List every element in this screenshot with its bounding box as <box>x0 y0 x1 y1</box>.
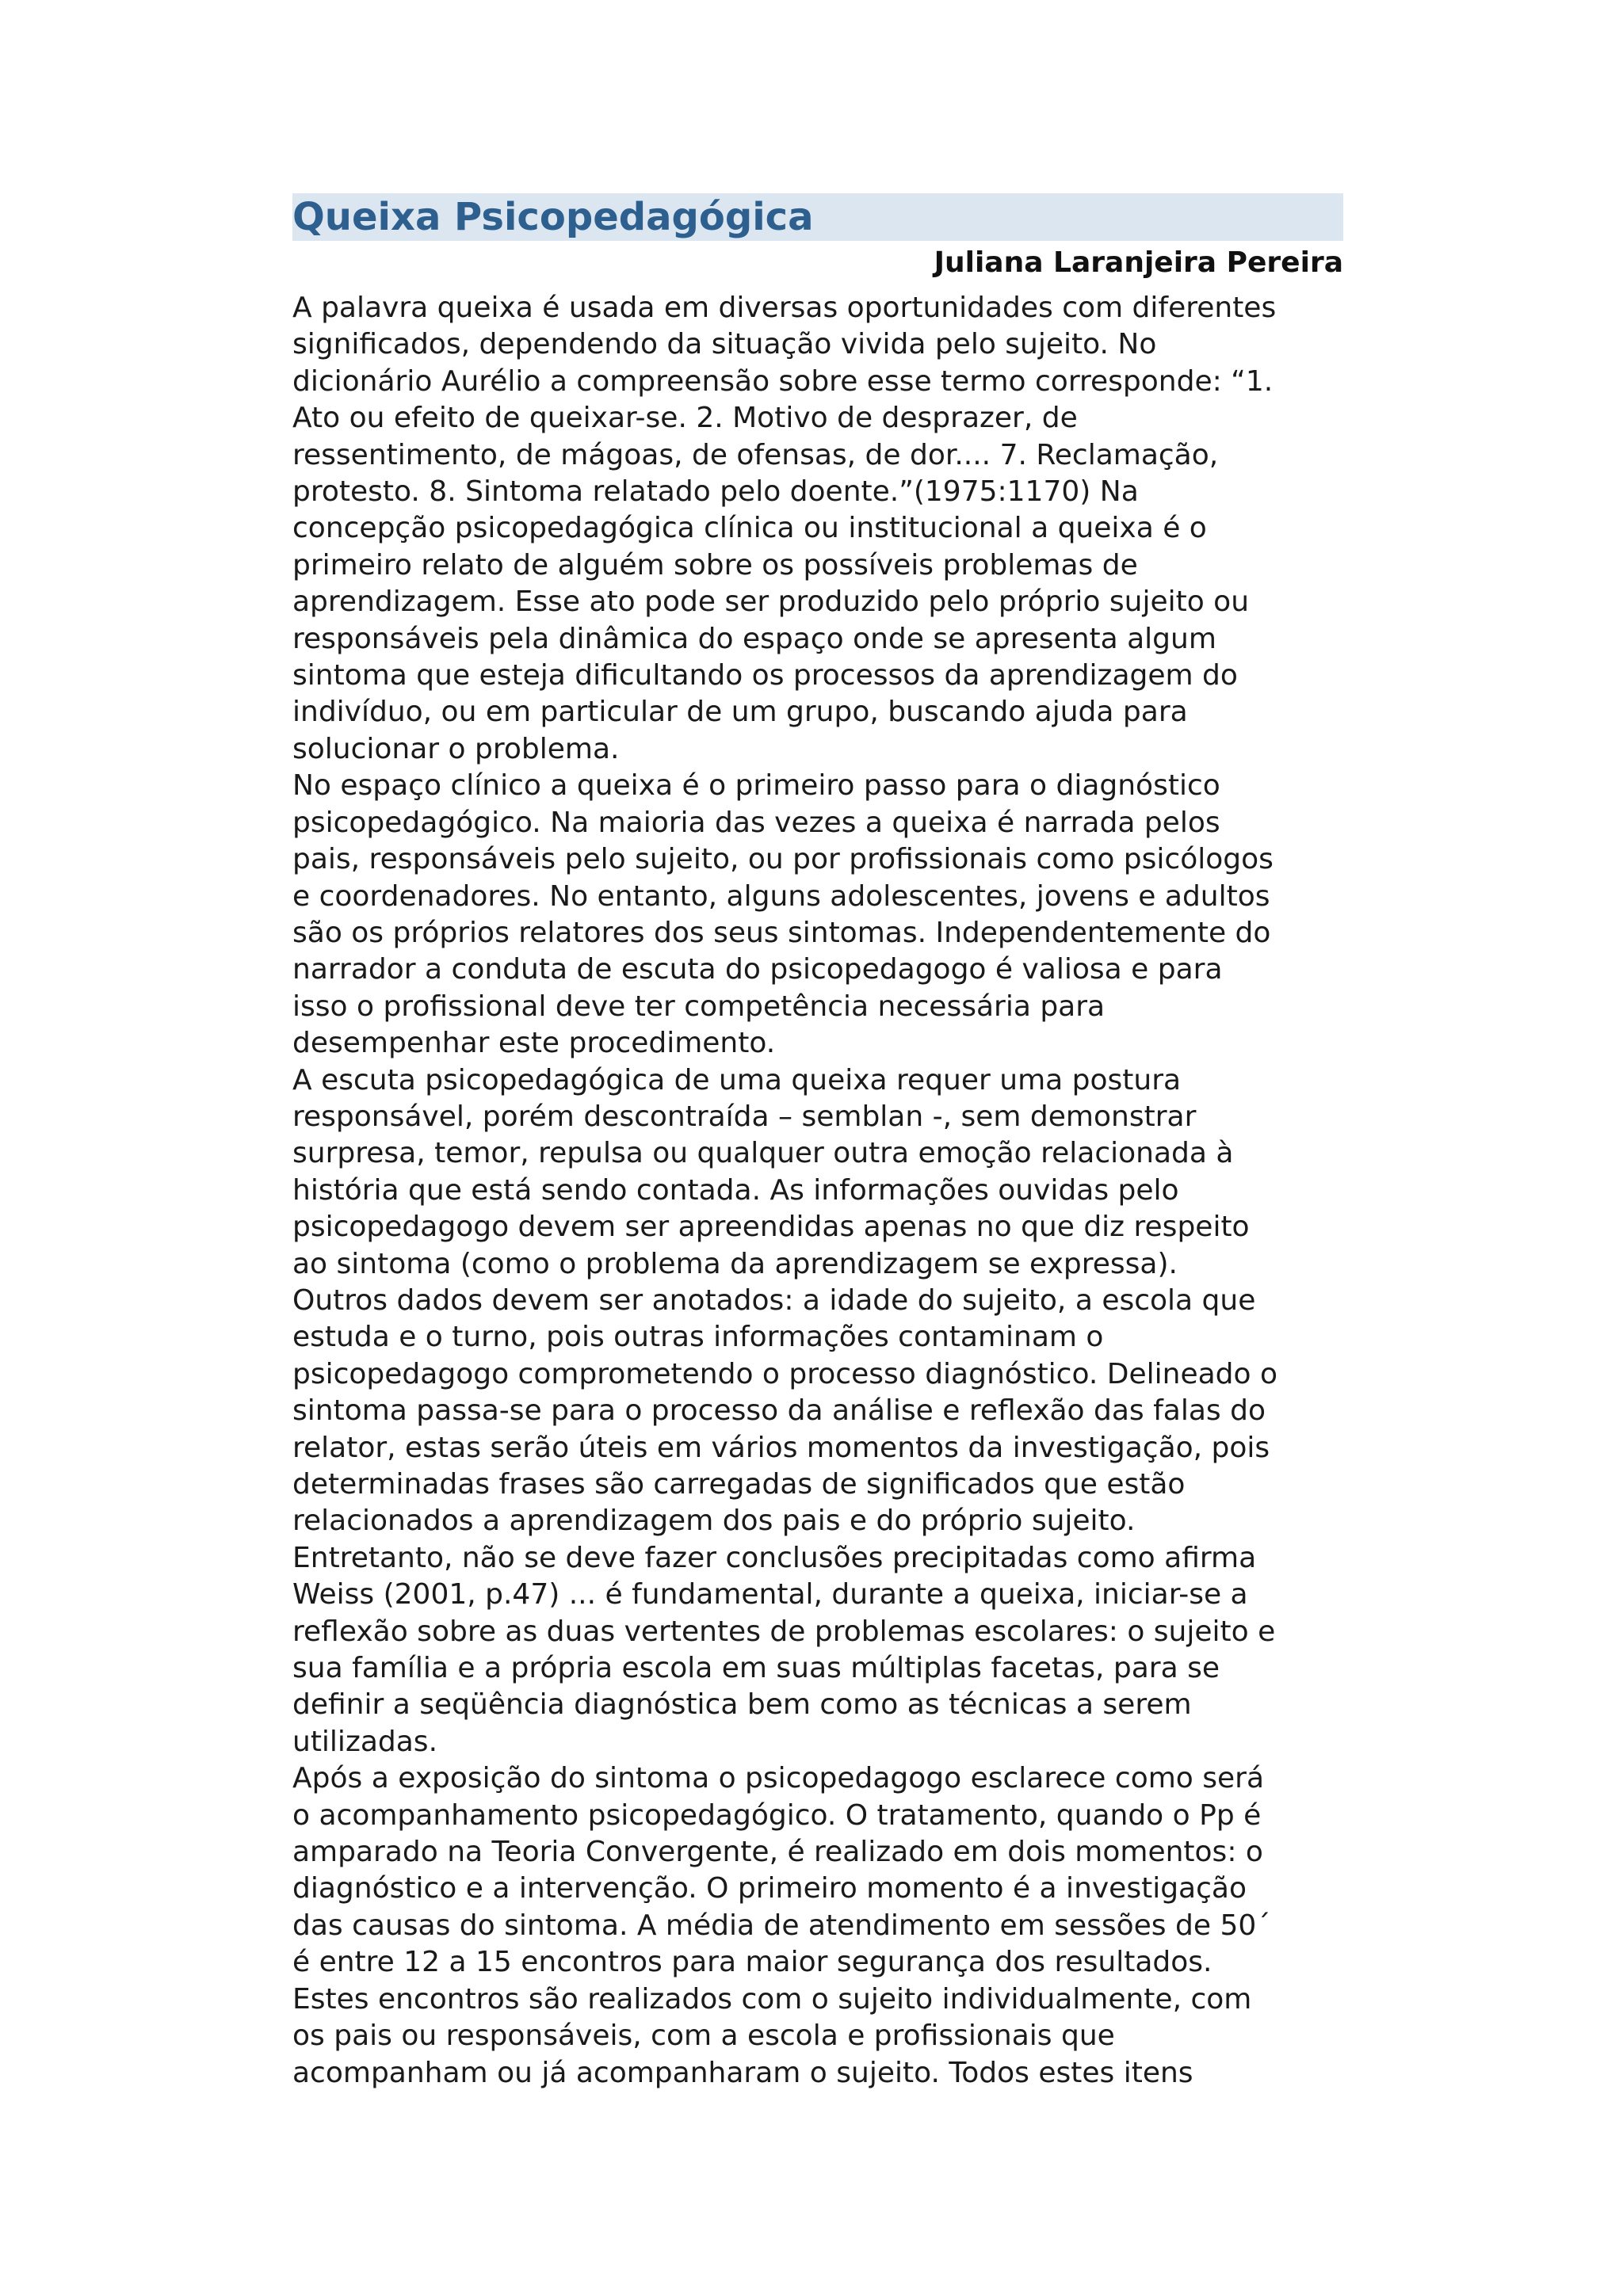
body-line: utilizadas. <box>292 1725 438 1758</box>
body-line: é entre 12 a 15 encontros para maior segurança dos resultados. <box>292 1946 1212 1979</box>
body-line: significados, dependendo da situação vivida pelo sujeito. No <box>292 328 1157 361</box>
body-line: Após a exposição do sintoma o psicopedagogo esclarece como será <box>292 1762 1265 1795</box>
body-line: história que está sendo contada. As informações ouvidas pelo <box>292 1173 1179 1207</box>
title-bar <box>292 193 1343 241</box>
body-line: sua família e a própria escola em suas múltiplas facetas, para se <box>292 1652 1220 1685</box>
body-line: e coordenadores. No entanto, alguns adolescentes, jovens e adultos <box>292 879 1270 913</box>
document-page <box>292 193 1343 2092</box>
body-line: Outros dados devem ser anotados: a idade do sujeito, a escola que <box>292 1283 1256 1317</box>
body-line: das causas do sintoma. A média de atendimento em sessões de 50´ <box>292 1909 1271 1942</box>
body-line: Estes encontros são realizados com o sujeito individualmente, com <box>292 1982 1252 2016</box>
body-line: estuda e o turno, pois outras informações contaminam o <box>292 1321 1104 1354</box>
body-line: No espaço clínico a queixa é o primeiro passo para o diagnóstico <box>292 769 1220 803</box>
body-line: A palavra queixa é usada em diversas oportunidades com diferentes <box>292 292 1277 324</box>
body-line: pais, responsáveis pelo sujeito, ou por profissionais como psicólogos <box>292 843 1274 876</box>
body-line: determinadas frases são carregadas de significados que estão <box>292 1468 1186 1501</box>
body-line: responsável, porém descontraída – semblan -, sem demonstrar <box>292 1100 1197 1133</box>
body-line: sintoma que esteja dificultando os processos da aprendizagem do <box>292 659 1238 692</box>
body-line: ressentimento, de mágoas, de ofensas, de dor.... 7. Reclamação, <box>292 438 1219 471</box>
body-line: sintoma passa-se para o processo da análise e reflexão das falas do <box>292 1394 1266 1428</box>
body-line: relator, estas serão úteis em vários momentos da investigação, pois <box>292 1431 1270 1464</box>
body-line: surpresa, temor, repulsa ou qualquer outra emoção relacionada à <box>292 1137 1234 1170</box>
body-line: Entretanto, não se deve fazer conclusões precipitadas como afirma <box>292 1541 1257 1574</box>
body-line: psicopedagógico. Na maioria das vezes a queixa é narrada pelos <box>292 806 1220 839</box>
body-line: Ato ou efeito de queixar-se. 2. Motivo de desprazer, de <box>292 402 1078 435</box>
body-line: indivíduo, ou em particular de um grupo, buscando ajuda para <box>292 696 1188 729</box>
body-line: responsáveis pela dinâmica do espaço onde se apresenta algum <box>292 622 1216 655</box>
document-title: Queixa Psicopedagógica <box>292 195 814 239</box>
body-line: psicopedagogo comprometendo o processo diagnóstico. Delineado o <box>292 1357 1278 1390</box>
body-line: o acompanhamento psicopedagógico. O tratamento, quando o Pp é <box>292 1798 1262 1832</box>
body-line: psicopedagogo devem ser apreendidas apenas no que diz respeito <box>292 1211 1250 1244</box>
body-line: diagnóstico e a intervenção. O primeiro momento é a investigação <box>292 1872 1247 1905</box>
body-line: acompanham ou já acompanharam o sujeito. Todos estes itens <box>292 2056 1193 2089</box>
body-line: aprendizagem. Esse ato pode ser produzido pelo próprio sujeito ou <box>292 585 1250 619</box>
body-line: Weiss (2001, p.47) ... é fundamental, durante a queixa, iniciar-se a <box>292 1578 1248 1611</box>
document-author: Juliana Laranjeira Pereira <box>934 246 1343 279</box>
body-line: narrador a conduta de escuta do psicopedagogo é valiosa e para <box>292 953 1223 986</box>
body-line: definir a seqüência diagnóstica bem como as técnicas a serem <box>292 1688 1192 1722</box>
body-line: primeiro relato de alguém sobre os possíveis problemas de <box>292 548 1138 582</box>
document-body <box>292 290 1343 2092</box>
body-line: dicionário Aurélio a compreensão sobre esse termo corresponde: “1. <box>292 364 1274 398</box>
body-line: ao sintoma (como o problema da aprendizagem se expressa). <box>292 1247 1178 1280</box>
body-line: relacionados a aprendizagem dos pais e do próprio sujeito. <box>292 1505 1136 1538</box>
body-line: os pais ou responsáveis, com a escola e profissionais que <box>292 2019 1115 2053</box>
body-line: reflexão sobre as duas vertentes de problemas escolares: o sujeito e <box>292 1615 1276 1648</box>
body-line: protesto. 8. Sintoma relatado pelo doente.”(1975:1170) Na <box>292 475 1139 509</box>
body-line: isso o profissional deve ter competência necessária para <box>292 990 1106 1023</box>
body-line: A escuta psicopedagógica de uma queixa requer uma postura <box>292 1063 1182 1097</box>
body-line: amparado na Teoria Convergente, é realizado em dois momentos: o <box>292 1836 1263 1869</box>
body-line: solucionar o problema. <box>292 732 620 765</box>
body-line: são os próprios relatores dos seus sintomas. Independentemente do <box>292 916 1271 949</box>
body-line: desempenhar este procedimento. <box>292 1027 776 1060</box>
body-line: concepção psicopedagógica clínica ou institucional a queixa é o <box>292 512 1207 545</box>
